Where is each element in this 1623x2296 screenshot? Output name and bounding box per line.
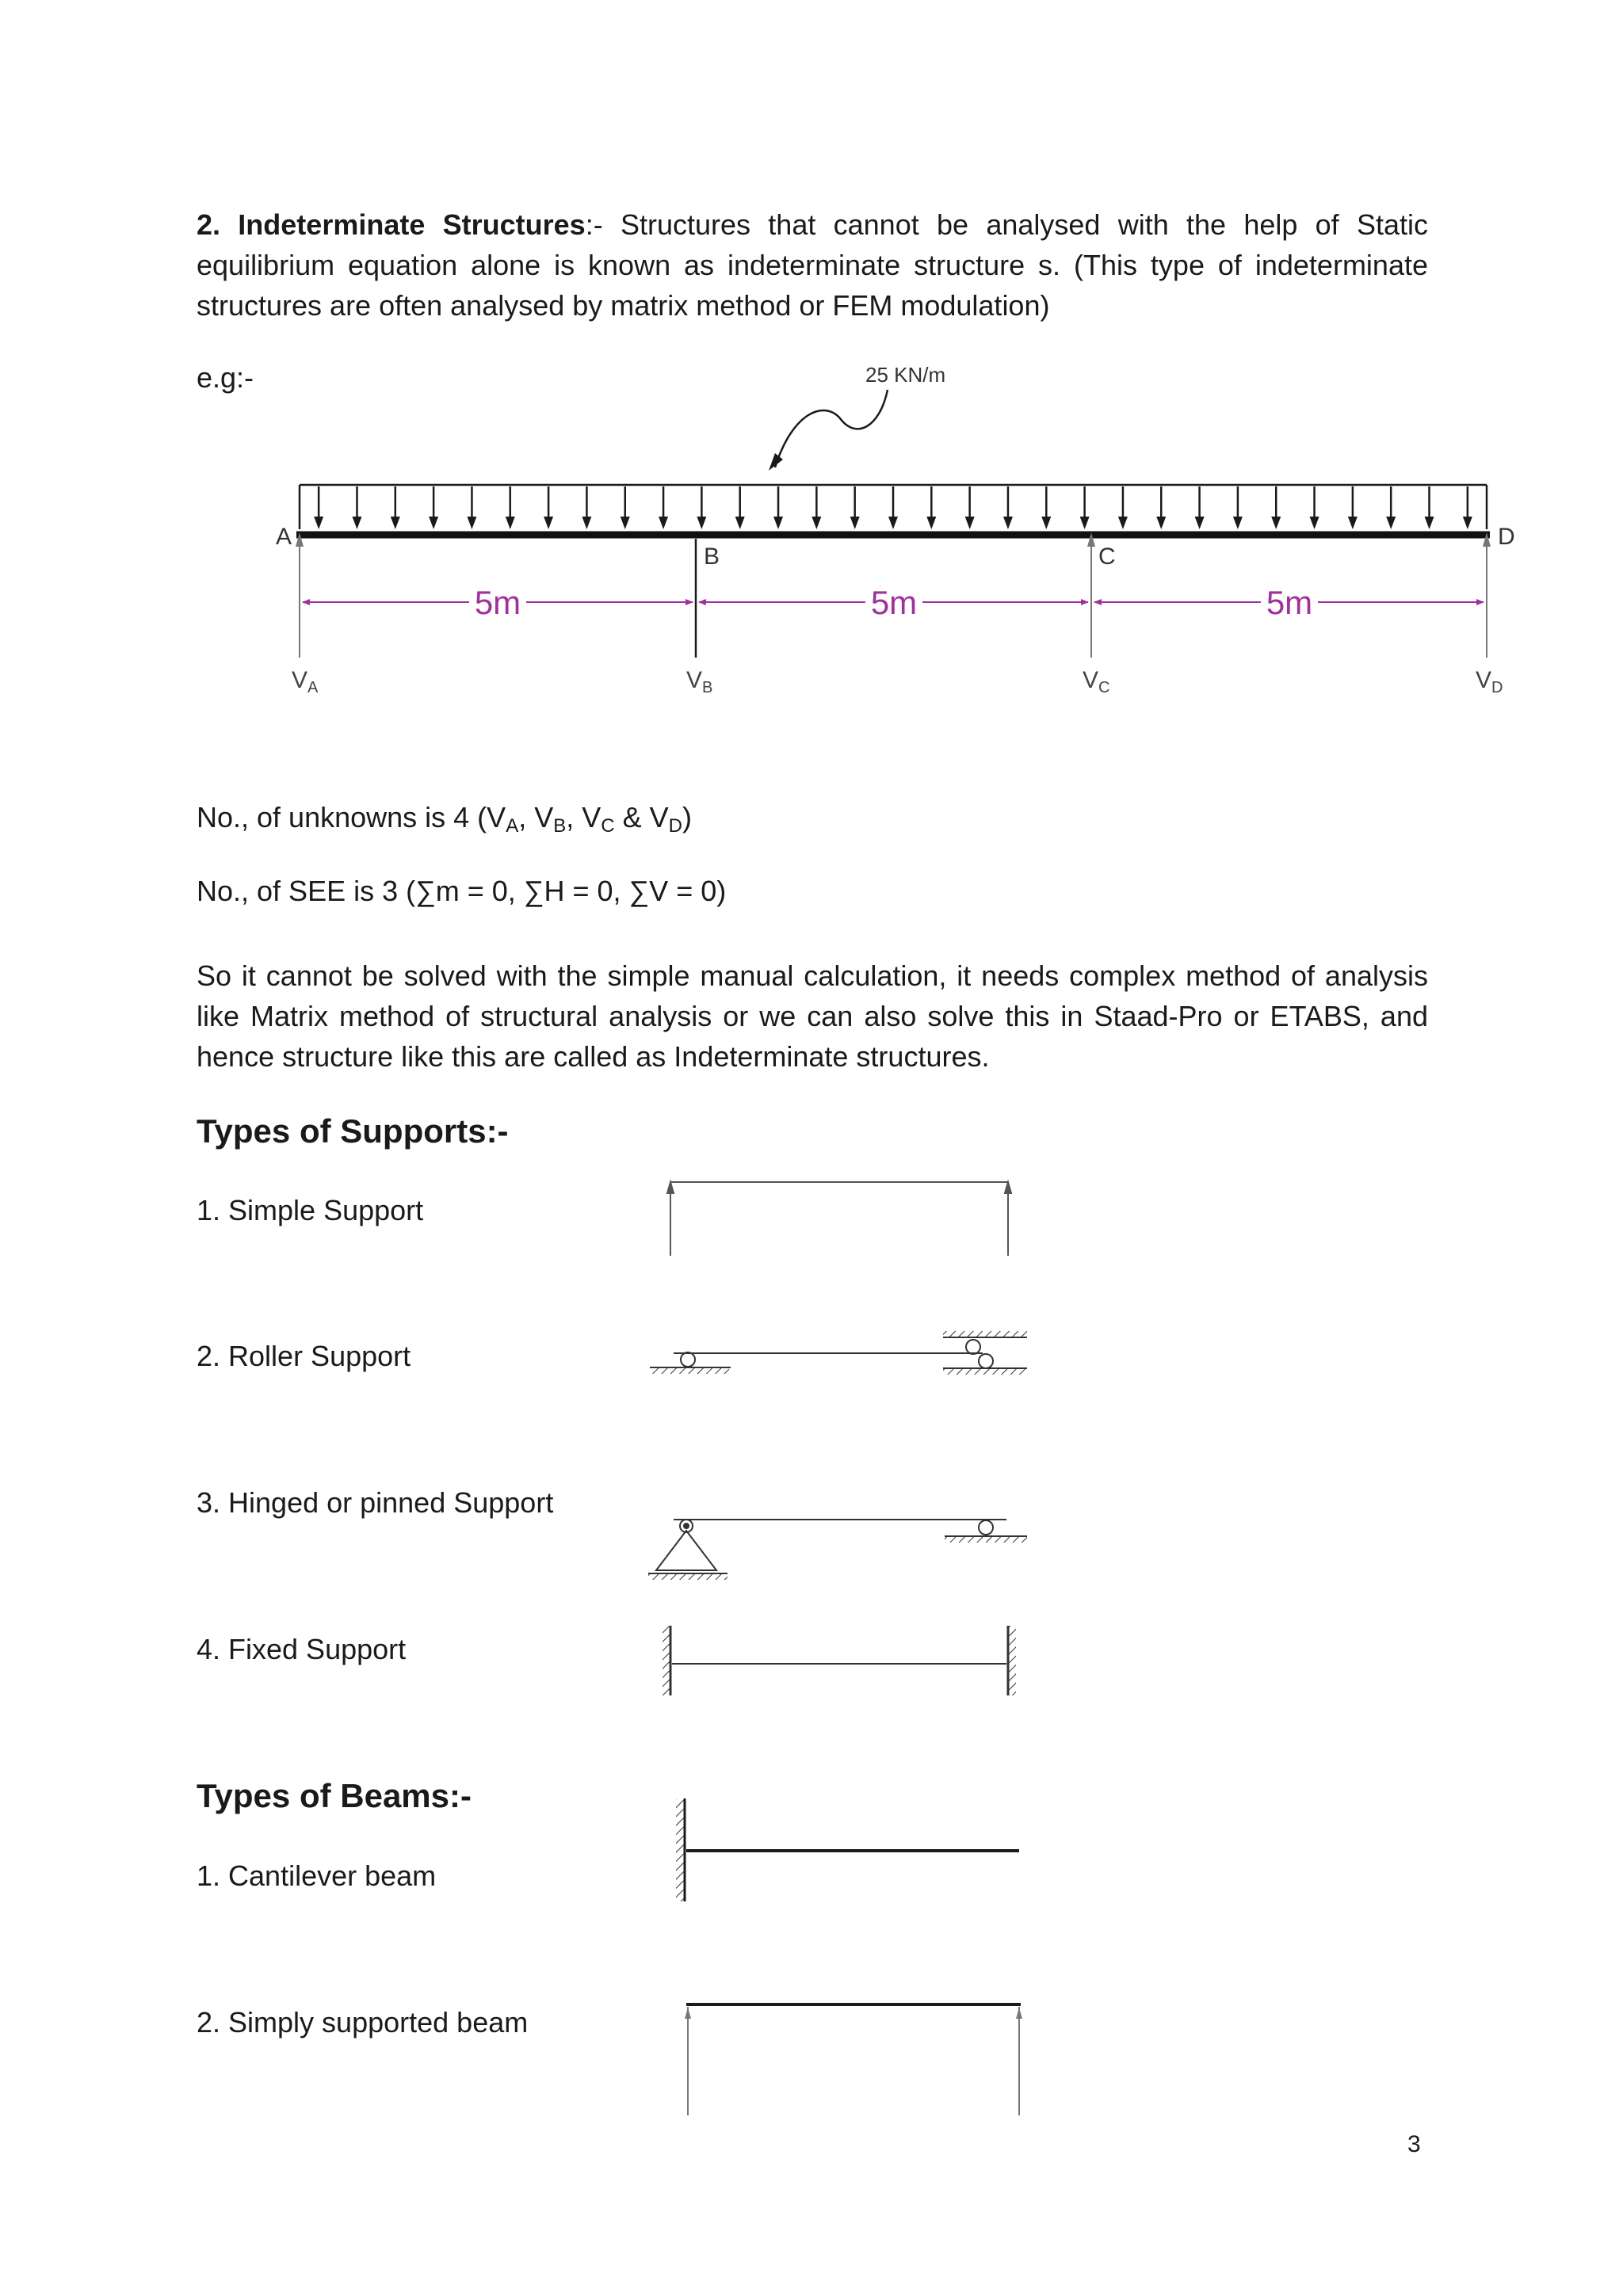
simple-support-diagram <box>667 1182 1011 1256</box>
reaction-vc: $V_C$ <box>1083 667 1110 696</box>
unknown-vd: $V_D$ <box>649 801 682 837</box>
continuous-beam-diagram <box>276 363 1515 696</box>
node-b-label: B <box>704 543 720 570</box>
conclusion-paragraph: So it cannot be solved with the simple manual calculation, it needs complex method of analysis like Matrix method of structural analysis or we can also solve this in Staad-Pro or ETABS, and hence structure like this are called as Indeterminate structures. <box>197 959 1428 1073</box>
udl-arrow-head <box>1463 517 1472 529</box>
cantilever-beam-diagram <box>676 1798 1019 1901</box>
reaction-va: $V_A$ <box>292 667 319 696</box>
beams-heading: Types of Beams:- <box>197 1777 472 1814</box>
udl-arrow-head <box>1310 517 1319 529</box>
support-item-fixed: 4. Fixed Support <box>197 1633 407 1665</box>
unknowns-prefix: No., of unknowns is 4 ( <box>197 801 487 833</box>
udl-arrow-head <box>621 517 630 529</box>
udl-arrow-head <box>735 517 745 529</box>
node-a-label: A <box>276 524 292 550</box>
udl-arrow-head <box>812 517 821 529</box>
udl-arrow-head <box>659 517 668 529</box>
beam-item-cantilever: 1. Cantilever beam <box>197 1859 437 1892</box>
fixed-support-diagram <box>663 1626 1016 1695</box>
supports-heading: Types of Supports:- <box>197 1112 509 1150</box>
udl-arrow-head <box>1348 517 1358 529</box>
support-item-roller: 2. Roller Support <box>197 1340 411 1372</box>
hinged-support-diagram <box>648 1520 1027 1580</box>
udl-arrow-head <box>1003 517 1013 529</box>
udl-arrow-head <box>582 517 591 529</box>
span-bc-label: 5m <box>870 584 918 621</box>
unknown-va: $V_A$, <box>487 801 535 837</box>
node-c-label: C <box>1098 543 1116 570</box>
eg-label: e.g:- <box>197 361 254 394</box>
udl-arrow-head <box>965 517 975 529</box>
reaction-vb: $V_B$ <box>686 667 713 696</box>
simply-supported-beam-diagram <box>685 2004 1022 2115</box>
udl-arrow-head <box>1195 517 1205 529</box>
section2-text: :- Structures that cannot be analysed with the help of Static equilibrium equation alone is known as indeterminate structure s. (This type of indeterminate structures are often analysed by matrix method or FEM modulation) <box>197 208 1428 322</box>
udl-arrow-head <box>850 517 860 529</box>
udl-arrow-head <box>1425 517 1434 529</box>
span-cd-label: 5m <box>1266 584 1313 621</box>
span-ab-label: 5m <box>474 584 521 621</box>
see-line: No., of SEE is 3 (∑m = 0, ∑H = 0, ∑V = 0) <box>197 875 727 907</box>
udl-arrow-head <box>391 517 400 529</box>
load-label: 25 KN/m <box>865 363 946 387</box>
udl-arrow-head <box>926 517 936 529</box>
udl-arrow-head <box>1156 517 1166 529</box>
udl-arrow-head <box>314 517 323 529</box>
udl-arrow-head <box>1118 517 1128 529</box>
beam-item-simply-supported: 2. Simply supported beam <box>197 2006 529 2039</box>
page-number: 3 <box>1407 2131 1421 2157</box>
support-item-simple: 1. Simple Support <box>197 1194 424 1226</box>
reaction-labels <box>292 667 1503 696</box>
load-pointer-arrow <box>775 390 888 467</box>
roller-support-diagram <box>650 1331 1027 1375</box>
node-d-label: D <box>1498 524 1515 550</box>
udl-arrow-head <box>697 517 706 529</box>
udl-arrow-head <box>888 517 898 529</box>
udl-arrow-head <box>544 517 553 529</box>
udl-arrow-head <box>1271 517 1281 529</box>
support-item-hinged: 3. Hinged or pinned Support <box>197 1486 554 1519</box>
udl-arrow-head <box>1041 517 1051 529</box>
udl-arrow-head <box>773 517 783 529</box>
udl-arrow-head <box>506 517 515 529</box>
udl-arrow-head <box>467 517 476 529</box>
udl-load-arrows <box>300 485 1487 529</box>
udl-arrow-head <box>1080 517 1090 529</box>
unknowns-suffix: ) <box>682 801 692 833</box>
udl-arrow-head <box>429 517 438 529</box>
udl-arrow-head <box>1233 517 1243 529</box>
udl-arrow-head <box>1386 517 1396 529</box>
unknown-vc: $V_C$ & <box>582 801 650 837</box>
section2-title: 2. Indeterminate Structures <box>197 208 586 241</box>
unknown-vb: $V_B$, <box>534 801 582 837</box>
reaction-vd: $V_D$ <box>1476 667 1503 696</box>
udl-arrow-head <box>352 517 361 529</box>
